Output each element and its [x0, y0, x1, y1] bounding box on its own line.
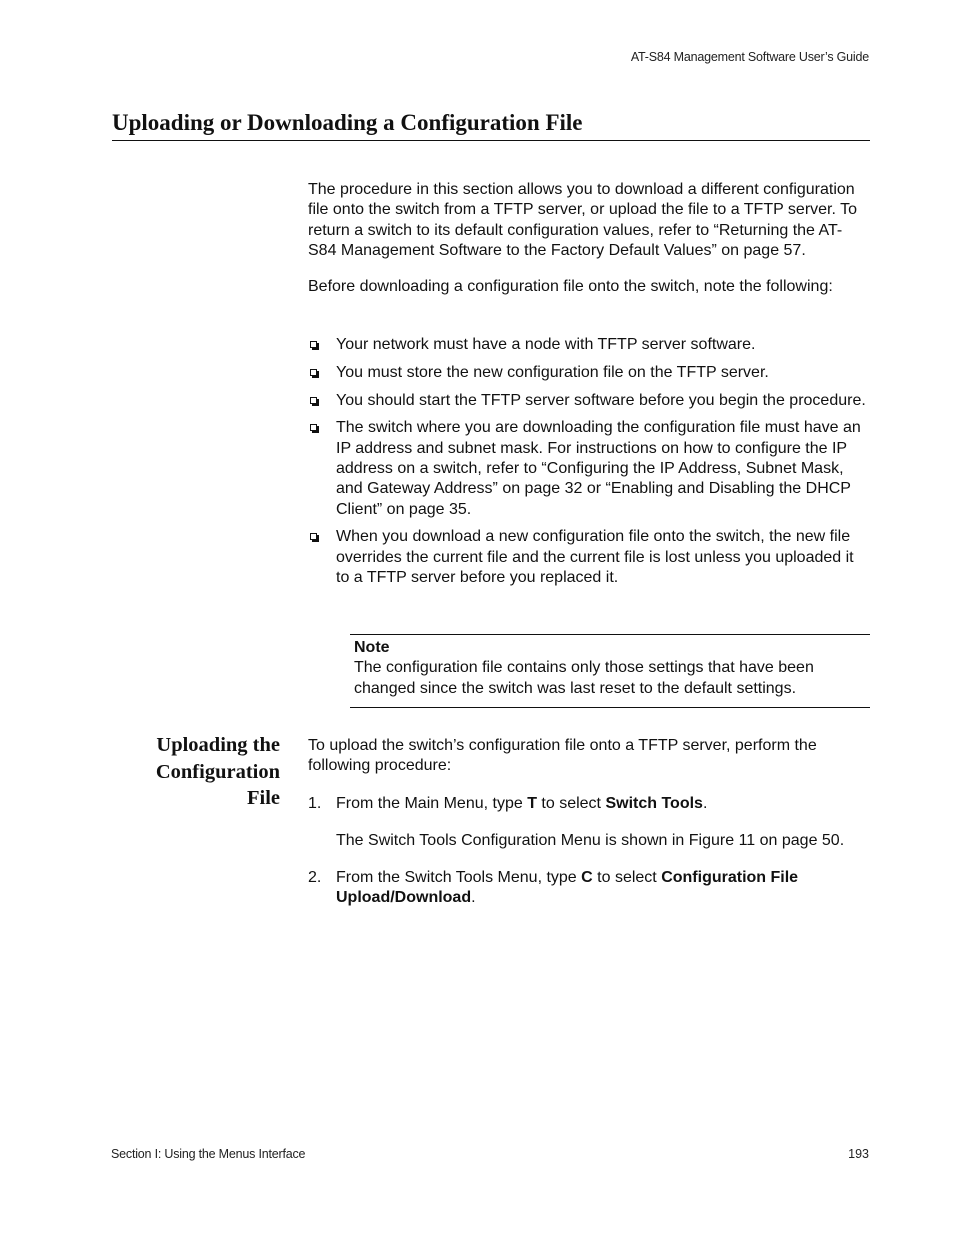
prerequisite-list-block — [308, 335, 870, 596]
step-item: 2. From the Switch Tools Menu, type C to select Configuration File Upload/Download. — [308, 869, 799, 907]
menu-key: C — [581, 869, 593, 887]
checkbox-bullet-icon — [310, 533, 317, 540]
menu-key: T — [527, 794, 537, 812]
intro-block — [308, 180, 870, 297]
note-label: Note — [354, 639, 390, 656]
menu-option: Configuration File Upload/Download — [336, 869, 799, 907]
checkbox-bullet-icon — [310, 424, 317, 431]
checkbox-bullet-icon — [310, 341, 317, 348]
step-note: The Switch Tools Configuration Menu is shown in Figure 11 on page 50. — [336, 831, 845, 849]
list-item: Your network must have a node with TFTP server software. — [308, 335, 870, 355]
list-item: The switch where you are downloading the configuration file must have an IP address and subnet mask. For instructions on how to configure the IP address on a switch, refer to “Configuring the IP Address, Subnet Mask, and Gateway Address” on page 32 or “Enabling and Disabling the DHCP Client” on page 35. — [308, 418, 870, 519]
checkbox-bullet-icon — [310, 397, 317, 404]
upload-procedure — [308, 736, 870, 909]
subsection-heading: Uploading the Configuration File — [155, 734, 280, 809]
note-text: The configuration file contains only those settings that have been changed since the switch was last reset to the default settings. — [354, 659, 814, 697]
upload-intro: To upload the switch’s configuration file onto a TFTP server, perform the following procedure: — [308, 737, 817, 775]
page-number: 193 — [848, 1147, 869, 1161]
checkbox-bullet-icon — [310, 369, 317, 376]
list-item: You should start the TFTP server software before you begin the procedure. — [308, 391, 870, 411]
procedure-steps — [308, 794, 870, 909]
note-box — [350, 634, 870, 708]
step-number: 1. — [308, 794, 322, 812]
footer-section: Section I: Using the Menus Interface — [111, 1147, 306, 1161]
prerequisite-list — [308, 335, 870, 588]
running-header: AT-S84 Management Software User’s Guide — [630, 50, 869, 64]
step-number: 2. — [308, 869, 322, 887]
list-item: When you download a new configuration file onto the switch, the new file overrides the current file and the current file is lost unless you uploaded it to a TFTP server before you replaced it. — [308, 527, 870, 588]
section-title: Uploading or Downloading a Configuration File — [112, 108, 870, 141]
before-paragraph: Before downloading a configuration file onto the switch, note the following: — [308, 278, 833, 296]
menu-option: Switch Tools — [605, 794, 703, 812]
step-item: 1. From the Main Menu, type T to select Switch Tools. The Switch Tools Configuration Menu is shown in Figure 11 on page 50. — [308, 794, 870, 852]
list-item: You must store the new configuration file on the TFTP server. — [308, 363, 870, 383]
intro-paragraph: The procedure in this section allows you to download a different configuration file onto the switch from a TFTP server, or upload the file to a TFTP server. To return a switch to its default configuration values, refer to “Returning the AT-S84 Management Software to the Factory Default Values” on page 57. — [308, 181, 857, 259]
